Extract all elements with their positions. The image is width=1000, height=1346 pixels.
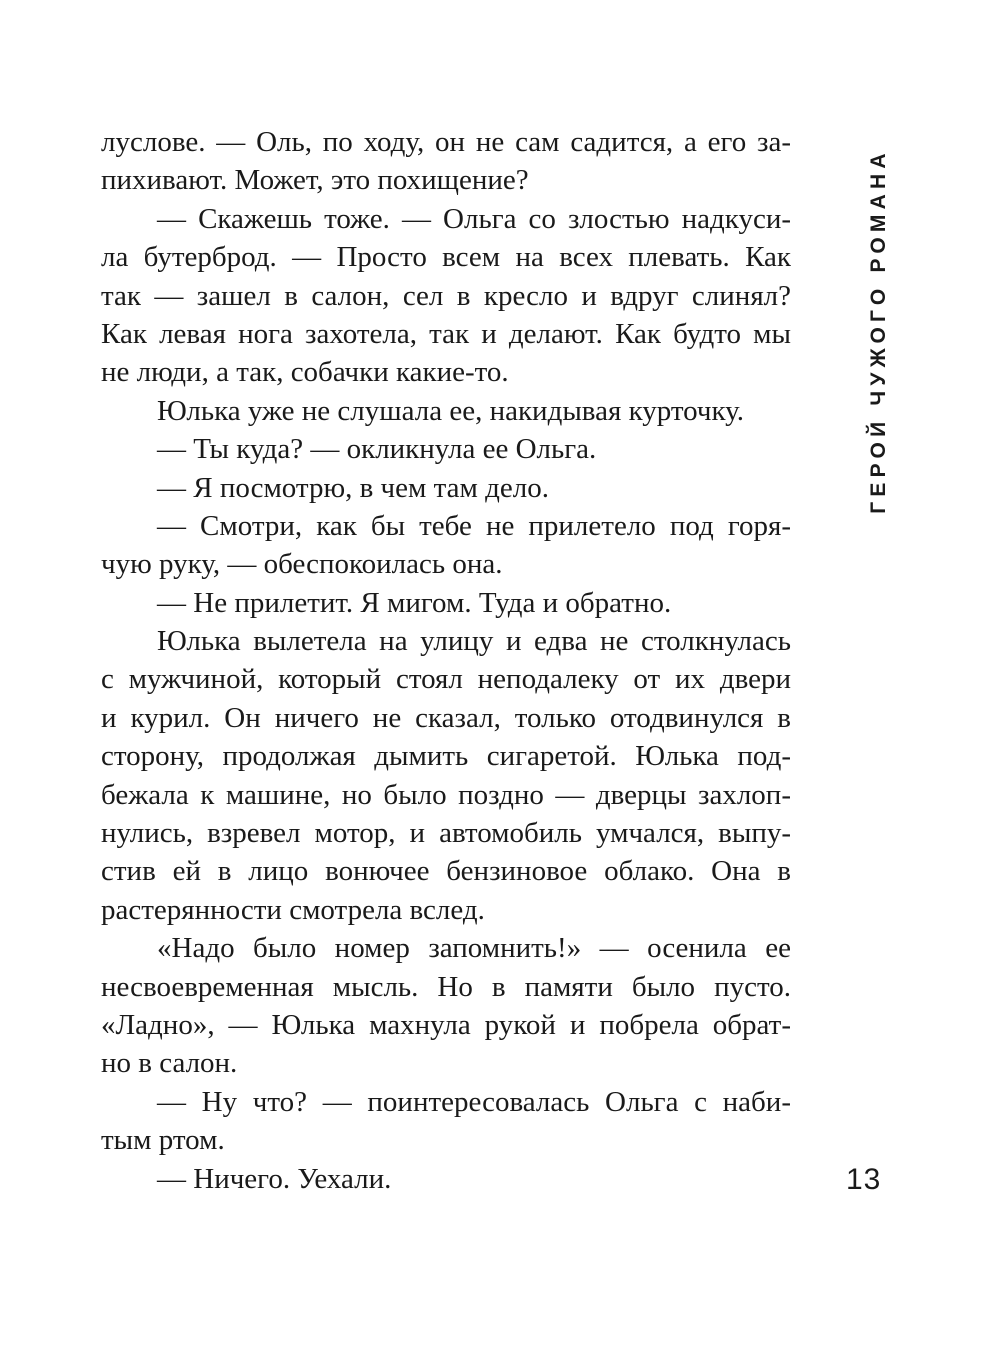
text-line: сторону, продолжая дымить сигаретой. Юлька под- [101,740,791,773]
text-line: Как левая нога захотела, так и делают. Как будто мы [101,317,791,350]
text-line: — Не прилетит. Я мигом. Туда и обратно. [157,586,672,619]
text-line: бежала к машине, но было поздно — дверцы захлоп- [101,778,791,811]
text-line: чую руку, — обеспокоилась она. [101,548,503,581]
text-line: — Смотри, как бы тебе не прилетело под горя- [157,509,791,542]
text-line: ла бутерброд. — Просто всем на всех плевать. Как [101,241,791,274]
text-line: Юлька уже не слушала ее, накидывая курточку. [157,394,745,427]
text-line: пихивают. Может, это похищение? [101,164,529,197]
text-line: растерянности смотрела вслед. [101,893,485,926]
page-number: 13 [846,1163,882,1196]
text-line: — Ну что? — поинтересовалась Ольга с наби- [157,1085,791,1118]
text-line: «Ладно», — Юлька махнула рукой и побрела обрат- [101,1008,791,1041]
text-line: но в салон. [101,1047,238,1080]
text-line: нулись, взревел мотор, и автомобиль умчался, выпу- [101,817,791,850]
text-line: луслове. — Оль, по ходу, он не сам садится, а его за- [101,126,791,158]
text-line: Юлька вылетела на улицу и едва не столкнулась [157,625,791,658]
text-line: с мужчиной, который стоял неподалеку от их двери [101,663,791,696]
text-line: «Надо было номер запомнить!» — осенила ее [157,932,791,965]
text-line: — Скажешь тоже. — Ольга со злостью надкуси- [157,202,791,235]
text-line: стив ей в лицо вонючее бензиновое облако. Она в [101,855,791,888]
running-head [864,128,894,533]
running-head-title: ГЕРОЙ ЧУЖОГО РОМАНА [867,147,890,514]
text-line: и курил. Он ничего не сказал, только отодвинулся в [101,701,791,734]
text-line: несвоевременная мысль. Но в памяти было пусто. [101,970,791,1003]
body-text [101,123,791,1198]
text-line: так — зашел в салон, сел в кресло и вдруг слинял? [101,279,791,312]
text-line: — Ничего. Уехали. [157,1162,392,1195]
text-line: тым ртом. [101,1124,225,1157]
text-line: не люди, а так, собачки какие-то. [101,356,509,389]
text-line: — Я посмотрю, в чем там дело. [157,471,549,504]
text-line: — Ты куда? — окликнула ее Ольга. [157,433,597,466]
